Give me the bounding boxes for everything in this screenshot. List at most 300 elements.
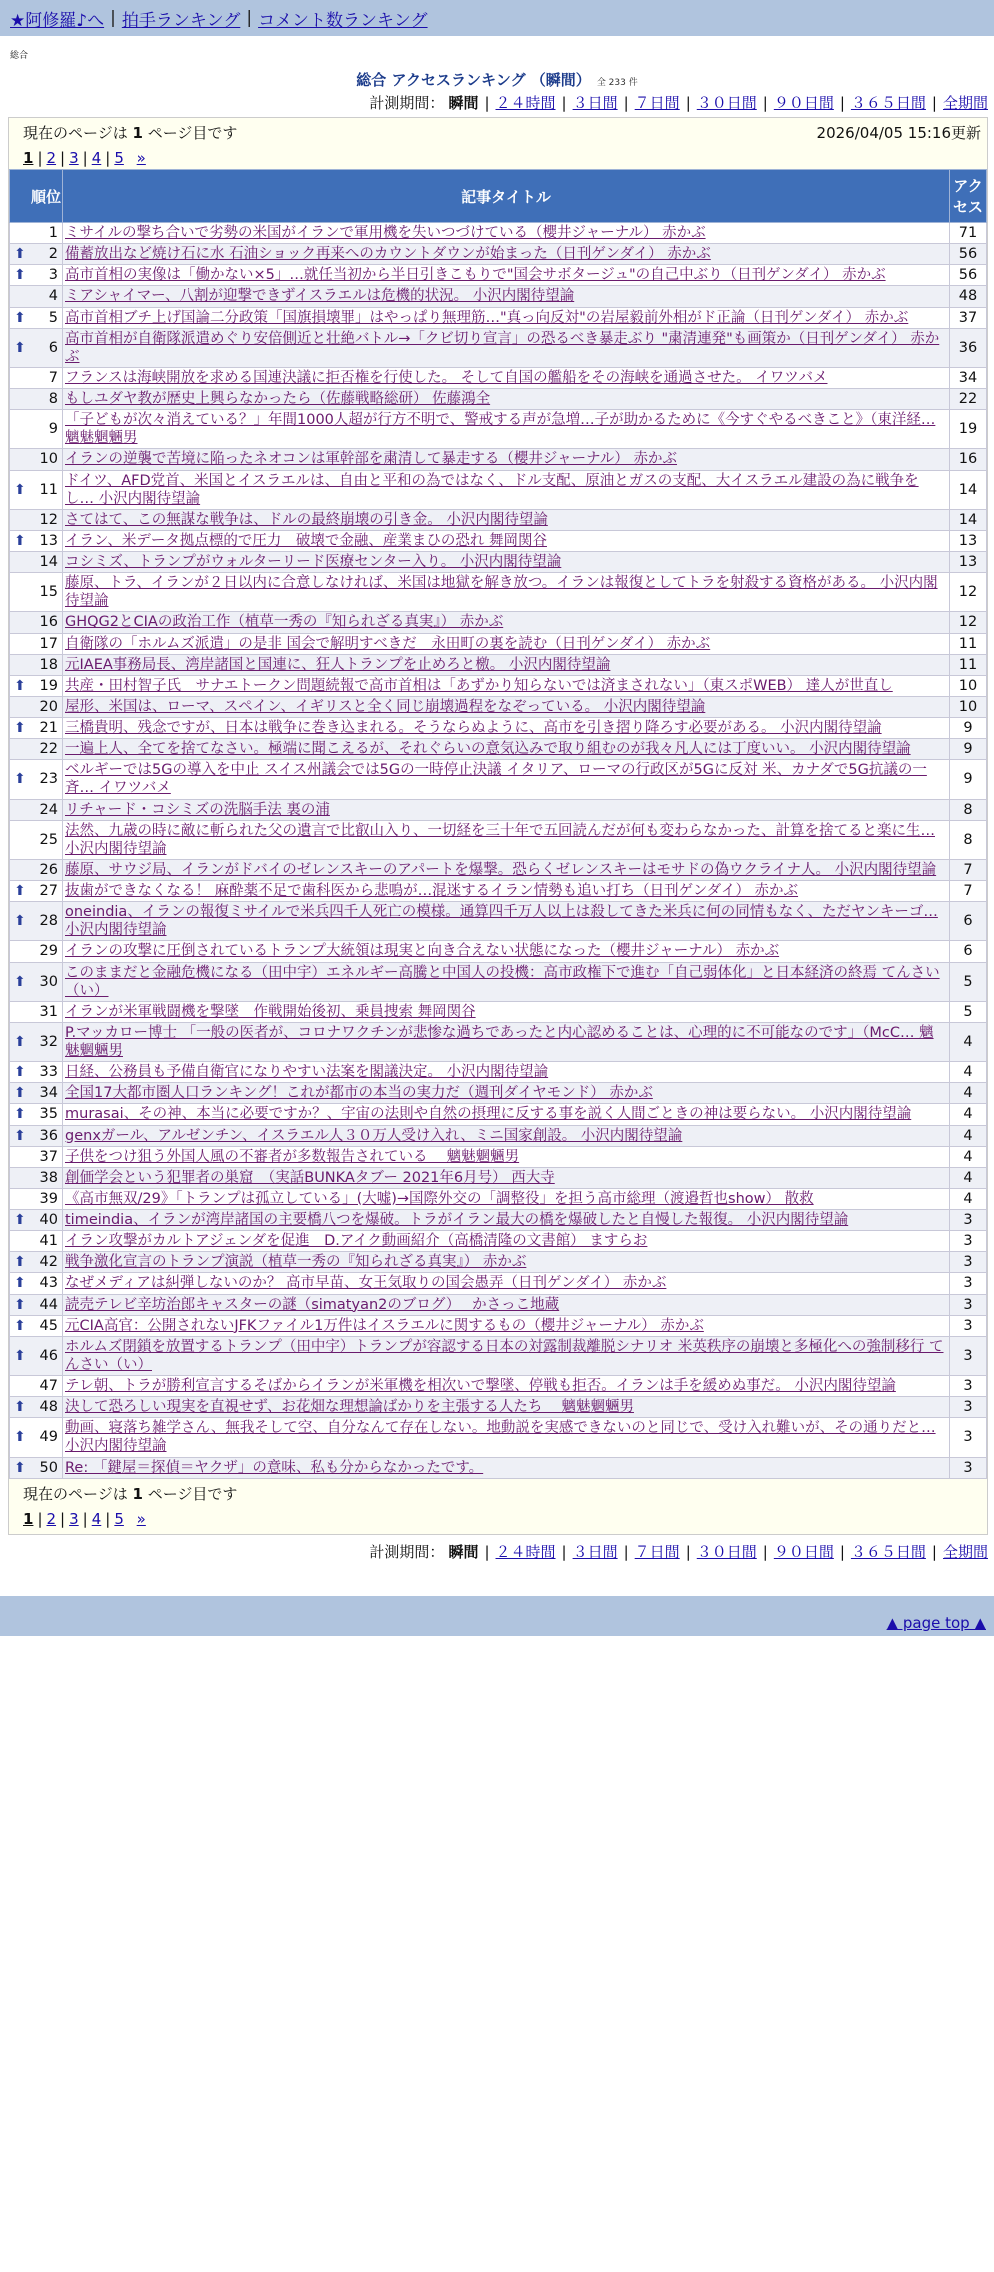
up-arrow-icon: ⬆ bbox=[14, 1459, 26, 1476]
rank-cell bbox=[10, 718, 63, 739]
rank-cell bbox=[10, 1083, 63, 1104]
table-row bbox=[10, 902, 987, 941]
access-count: 6 bbox=[950, 902, 987, 941]
rank-cell bbox=[10, 654, 63, 675]
rank-number: 29 bbox=[39, 943, 58, 960]
table-row bbox=[10, 633, 987, 654]
rank-number: 26 bbox=[39, 861, 58, 878]
title-cell bbox=[63, 223, 950, 244]
period-selector-bottom bbox=[0, 1541, 994, 1562]
period-link[interactable]: ３０日間 bbox=[696, 1542, 757, 1561]
rank-number: 23 bbox=[39, 771, 58, 788]
col-access-header: アクセス bbox=[950, 170, 987, 223]
table-row bbox=[10, 1315, 987, 1336]
rank-number: 18 bbox=[39, 656, 58, 673]
period-link[interactable]: 全期間 bbox=[942, 94, 988, 112]
title-cell bbox=[63, 470, 950, 509]
article-link[interactable]: 創価学会という犯罪者の巣窟 （実話BUNKAタブー 2021年6月号） 西大寺 bbox=[65, 1169, 555, 1186]
article-link[interactable]: 備蓄放出など焼け石に水 石油ショック再来へのカウントダウンが始まった（日刊ゲンダイ） 赤かぶ bbox=[65, 246, 711, 263]
access-count: 37 bbox=[950, 307, 987, 328]
period-link[interactable]: ７日間 bbox=[634, 94, 680, 112]
updated-time: 2026/04/05 15:16更新 bbox=[816, 124, 981, 142]
access-count: 56 bbox=[950, 244, 987, 265]
article-link[interactable]: 屋形、米国は、ローマ、スペイン、イギリスと全く同じ崩壊過程をなぞっている。 小沢内閣待望論 bbox=[65, 698, 706, 715]
page-separator: | bbox=[37, 1509, 43, 1528]
page-link[interactable]: 4 bbox=[91, 149, 102, 167]
up-arrow-icon: ⬆ bbox=[14, 309, 26, 326]
title-cell bbox=[63, 552, 950, 573]
title-cell bbox=[63, 265, 950, 286]
rank-cell bbox=[10, 1397, 63, 1418]
rank-cell bbox=[10, 612, 63, 633]
rank-number: 47 bbox=[39, 1378, 58, 1395]
table-row bbox=[10, 1083, 987, 1104]
page-separator: | bbox=[60, 1509, 66, 1528]
article-link[interactable]: 元IAEA事務局長、湾岸諸国と国連に、狂人トランプを止めろと檄。 小沢内閣待望論 bbox=[65, 656, 611, 673]
article-link[interactable]: 全国17大都市圏人口ランキング！これが都市の本当の実力だ（週刊ダイヤモンド） 赤かぶ bbox=[65, 1085, 653, 1102]
nav-separator: | bbox=[246, 8, 253, 28]
rank-number: 40 bbox=[39, 1212, 58, 1229]
table-row bbox=[10, 410, 987, 449]
up-arrow-icon: ⬆ bbox=[14, 677, 26, 694]
access-count: 3 bbox=[950, 1418, 987, 1457]
page-current: 1 bbox=[23, 1509, 34, 1528]
title-cell bbox=[63, 696, 950, 717]
article-link[interactable]: 自衛隊の「ホルムズ派遣」の是非 国会で解明すべきだ 永田町の裏を読む（日刊ゲンダイ） 赤かぶ bbox=[65, 635, 711, 652]
home-link[interactable]: ★阿修羅♪へ bbox=[10, 10, 105, 31]
access-count: 4 bbox=[950, 1062, 987, 1083]
rank-cell bbox=[10, 1188, 63, 1209]
article-link[interactable]: なぜメディアは糾弾しないのか？ 高市早苗、女王気取りの国会愚弄（日刊ゲンダイ） 赤かぶ bbox=[65, 1275, 667, 1292]
access-count: 3 bbox=[950, 1273, 987, 1294]
rank-cell bbox=[10, 696, 63, 717]
article-link[interactable]: さてはて、この無謀な戦争は、ドルの最終崩壊の引き金。 小沢内閣待望論 bbox=[65, 511, 548, 528]
period-separator: | bbox=[685, 1542, 691, 1561]
table-row bbox=[10, 1125, 987, 1146]
rank-number: 11 bbox=[39, 481, 58, 498]
article-link[interactable]: フランスは海峡開放を求める国連決議に拒否権を行使した。 そして自国の艦船をその海峡を通過させた。 イワツバメ bbox=[65, 369, 828, 386]
rank-number: 9 bbox=[48, 421, 58, 438]
rank-cell bbox=[10, 307, 63, 328]
rank-number: 2 bbox=[48, 246, 58, 263]
table-row bbox=[10, 1167, 987, 1188]
period-separator: | bbox=[561, 1542, 567, 1561]
period-link[interactable]: ９０日間 bbox=[773, 1542, 834, 1561]
article-link[interactable]: genxガール、アルゼンチン、イスラエル人３０万人受け入れ、ミニ国家創設。 小沢内閣待望論 bbox=[65, 1127, 683, 1144]
rank-cell bbox=[10, 902, 63, 941]
article-link[interactable]: GHQG2とCIAの政治工作（植草一秀の『知られざる真実』） 赤かぶ bbox=[65, 614, 504, 631]
access-count: 6 bbox=[950, 941, 987, 962]
period-link[interactable]: ３０日間 bbox=[696, 94, 757, 112]
access-count: 3 bbox=[950, 1397, 987, 1418]
table-row bbox=[10, 1418, 987, 1457]
rank-number: 49 bbox=[39, 1429, 58, 1446]
period-link[interactable]: ７日間 bbox=[634, 1542, 680, 1561]
rank-cell bbox=[10, 881, 63, 902]
article-link[interactable]: 決して恐ろしい現実を直視せず、お花畑な理想論ばかりを主張する人たち 魑魅魍魎男 bbox=[65, 1399, 634, 1416]
period-link[interactable]: ３６５日間 bbox=[850, 94, 926, 112]
article-link[interactable]: murasai、その神、本当に必要ですか？、宇宙の法則や自然の摂理に反する事を説く人間ごときの神は要らない。 小沢内閣待望論 bbox=[65, 1106, 912, 1123]
article-link[interactable]: 子供をつけ狙う外国人風の不審者が多数報告されている 魑魅魍魎男 bbox=[65, 1148, 520, 1165]
rank-cell bbox=[10, 1167, 63, 1188]
next-page-link[interactable]: » bbox=[136, 1509, 146, 1528]
article-link[interactable]: コシミズ、トランプがウォルターリード医療センター入り。 小沢内閣待望論 bbox=[65, 554, 562, 570]
article-link[interactable]: 読売テレビ辛坊治郎キャスターの謎（simatyan2のブログ） かさっこ地蔵 bbox=[65, 1296, 560, 1313]
ranking-container bbox=[8, 117, 988, 1535]
table-row bbox=[10, 739, 987, 760]
article-link[interactable]: 三橋貴明、残念ですが、日本は戦争に巻き込まれる。そうならぬように、高市を引き摺り降ろす必要がある。 小沢内閣待望論 bbox=[65, 720, 882, 736]
rank-cell bbox=[10, 1146, 63, 1167]
title-cell bbox=[63, 1418, 950, 1457]
title-cell bbox=[63, 1231, 950, 1252]
rank-number: 35 bbox=[39, 1106, 58, 1123]
period-separator: | bbox=[839, 1542, 845, 1561]
title-cell bbox=[63, 1001, 950, 1022]
rank-cell bbox=[10, 633, 63, 654]
rank-number: 46 bbox=[39, 1347, 58, 1364]
up-arrow-icon: ⬆ bbox=[14, 1212, 26, 1229]
up-arrow-icon: ⬆ bbox=[14, 1106, 26, 1123]
comment-ranking-link[interactable]: コメント数ランキング bbox=[258, 10, 428, 31]
table-row bbox=[10, 389, 987, 410]
rank-cell bbox=[10, 1062, 63, 1083]
rank-number: 41 bbox=[39, 1233, 58, 1250]
title-cell bbox=[63, 573, 950, 612]
article-link[interactable]: 「子どもが次々消えている？」年間1000人超が行方不明で、警戒する声が急増…子が助かるために《今すぐやるべきこと》（東洋経… 魑魅魍魎男 bbox=[65, 412, 936, 447]
title-cell bbox=[63, 633, 950, 654]
period-separator: | bbox=[762, 1542, 768, 1561]
access-count: 7 bbox=[950, 859, 987, 880]
table-row bbox=[10, 1336, 987, 1375]
access-count: 8 bbox=[950, 799, 987, 820]
article-link[interactable]: 高市首相の実像は「働かない×5」…就任当初から半日引きこもりで"国会サボタージュ"の自己中ぶり（日刊ゲンダイ） 赤かぶ bbox=[65, 267, 886, 284]
period-link[interactable]: ３日間 bbox=[572, 1542, 618, 1561]
article-link[interactable]: ドイツ、AFD党首、米国とイスラエルは、自由と平和の為ではなく、ドル支配、原油とガスの支配、大イスラエル建設の為に戦争をし… 小沢内閣待望論 bbox=[65, 472, 919, 507]
title-cell bbox=[63, 449, 950, 470]
rank-number: 1 bbox=[48, 225, 58, 242]
access-count: 4 bbox=[950, 1083, 987, 1104]
table-row bbox=[10, 509, 987, 530]
title-cell bbox=[63, 859, 950, 880]
access-count: 12 bbox=[950, 573, 987, 612]
rank-cell bbox=[10, 530, 63, 551]
title-cell bbox=[63, 1167, 950, 1188]
table-row bbox=[10, 1104, 987, 1125]
access-count: 3 bbox=[950, 1315, 987, 1336]
table-row bbox=[10, 1146, 987, 1167]
rank-cell bbox=[10, 1315, 63, 1336]
article-link[interactable]: 藤原、サウジ局、イランがドバイのゼレンスキーのアパートを爆撃。恐らくゼレンスキーはモサドの偽ウクライナ人。 小沢内閣待望論 bbox=[65, 861, 937, 878]
access-count: 5 bbox=[950, 1001, 987, 1022]
access-count: 16 bbox=[950, 449, 987, 470]
title-cell bbox=[63, 1083, 950, 1104]
rank-number: 19 bbox=[39, 677, 58, 694]
rank-number: 44 bbox=[39, 1296, 58, 1313]
access-count: 56 bbox=[950, 265, 987, 286]
period-separator: | bbox=[685, 94, 691, 112]
title-cell bbox=[63, 612, 950, 633]
rank-cell bbox=[10, 675, 63, 696]
article-link[interactable]: イランの逆襲で苦境に陥ったネオコンは軍幹部を粛清して暴走する（櫻井ジャーナル） 赤かぶ bbox=[65, 451, 678, 468]
rank-number: 17 bbox=[39, 635, 58, 652]
title-cell bbox=[63, 760, 950, 799]
table-row bbox=[10, 328, 987, 367]
title-cell bbox=[63, 1210, 950, 1231]
access-count: 3 bbox=[950, 1376, 987, 1397]
rank-number: 43 bbox=[39, 1275, 58, 1292]
rank-cell bbox=[10, 1457, 63, 1478]
title-cell bbox=[63, 902, 950, 941]
article-link[interactable]: ホルムズ閉鎖を放置するトランプ（田中宇）トランプが容認する日本の対露制裁離脱シナリオ 米英秩序の崩壊と多極化への強制移行 てんさい（い） bbox=[65, 1338, 944, 1373]
rank-number: 24 bbox=[39, 801, 58, 818]
table-row bbox=[10, 820, 987, 859]
period-separator: | bbox=[839, 94, 845, 112]
up-arrow-icon: ⬆ bbox=[14, 1034, 26, 1050]
rank-cell bbox=[10, 410, 63, 449]
rank-cell bbox=[10, 1294, 63, 1315]
rank-number: 20 bbox=[39, 698, 58, 715]
table-row bbox=[10, 367, 987, 388]
title-cell bbox=[63, 244, 950, 265]
table-row bbox=[10, 1188, 987, 1209]
clap-ranking-link[interactable]: 拍手ランキング bbox=[121, 10, 241, 31]
page-link[interactable]: 3 bbox=[69, 149, 79, 167]
up-arrow-icon: ⬆ bbox=[14, 1254, 26, 1271]
access-count: 22 bbox=[950, 389, 987, 410]
article-link[interactable]: イランの攻撃に圧倒されているトランプ大統領は現実と向き合えない状態になった（櫻井ジャーナル） 赤かぶ bbox=[65, 943, 780, 960]
up-arrow-icon: ⬆ bbox=[14, 1347, 26, 1364]
period-separator: | bbox=[484, 1542, 490, 1561]
period-link[interactable]: ３６５日間 bbox=[850, 1542, 926, 1561]
access-count: 3 bbox=[950, 1231, 987, 1252]
page-separator: | bbox=[82, 149, 88, 167]
rank-cell bbox=[10, 286, 63, 307]
period-label: 計測期間： bbox=[369, 1542, 445, 1561]
page-link[interactable]: 4 bbox=[91, 1509, 102, 1528]
table-row bbox=[10, 760, 987, 799]
title-cell bbox=[63, 1252, 950, 1273]
page-link[interactable]: 3 bbox=[69, 1509, 79, 1528]
rank-cell bbox=[10, 1125, 63, 1146]
article-link[interactable]: 法然、九歳の時に敵に斬られた父の遺言で比叡山入り、一切経を三十年で五回読んだが何も変わらなかった、計算を捨てると楽に生… 小沢内閣待望論 bbox=[65, 822, 935, 857]
period-separator: | bbox=[762, 94, 768, 112]
page-top-link[interactable]: ▲ page top ▲ bbox=[886, 1613, 986, 1632]
article-link[interactable]: ミアシャイマー、八割が迎撃できずイスラエルは危機的状況。 小沢内閣待望論 bbox=[65, 288, 575, 305]
up-arrow-icon: ⬆ bbox=[14, 246, 26, 263]
access-count: 14 bbox=[950, 470, 987, 509]
rank-cell bbox=[10, 1336, 63, 1375]
paging-top bbox=[9, 118, 987, 169]
rank-cell bbox=[10, 265, 63, 286]
table-row bbox=[10, 612, 987, 633]
article-link[interactable]: 動画、寝落ち雑学さん、無我そして空、自分なんて存在しない。地動説を実感できないのと同じで、受け入れ難いが、その通りだと… 小沢内閣待望論 bbox=[65, 1420, 936, 1455]
up-arrow-icon: ⬆ bbox=[14, 1085, 26, 1102]
title-cell bbox=[63, 1125, 950, 1146]
rank-cell bbox=[10, 1022, 63, 1061]
article-link[interactable]: テレ朝、トラが勝利宣言するそばからイランが米軍機を相次いで撃墜、停戦も拒否。イランは手を緩めぬ事だ。 小沢内閣待望論 bbox=[65, 1378, 896, 1394]
rank-number: 4 bbox=[48, 288, 58, 305]
page-link[interactable]: 2 bbox=[46, 1509, 57, 1528]
rank-number: 42 bbox=[39, 1254, 58, 1271]
article-link[interactable]: もしユダヤ教が歴史上興らなかったら（佐藤戦略総研） 佐藤鴻全 bbox=[65, 391, 491, 407]
period-separator: | bbox=[931, 1542, 937, 1561]
page-title bbox=[0, 69, 994, 90]
rank-number: 14 bbox=[39, 554, 58, 571]
rank-cell bbox=[10, 1376, 63, 1397]
article-link[interactable]: リチャード・コシミズの洗脳手法 裏の浦 bbox=[65, 801, 330, 818]
rank-number: 27 bbox=[39, 883, 58, 900]
table-row bbox=[10, 718, 987, 739]
article-link[interactable]: 元CIA高官：公開されないJFKファイル1万件はイスラエルに関するもの（櫻井ジャーナル） 赤かぶ bbox=[65, 1317, 704, 1334]
table-row bbox=[10, 1294, 987, 1315]
table-row bbox=[10, 1001, 987, 1022]
article-link[interactable]: 《高市無双/29》「トランプは孤立している」(大嘘)→国際外交の「調整役」を担う高市総理（渡邉哲也show） 散救 bbox=[65, 1190, 814, 1207]
title-cell bbox=[63, 881, 950, 902]
rank-number: 10 bbox=[39, 451, 58, 468]
up-arrow-icon: ⬆ bbox=[14, 1127, 26, 1144]
article-link[interactable]: 一遍上人、全てを捨てなさい。極端に聞こえるが、それぐらいの意気込みで取り組むのが我々凡人には丁度いい。 小沢内閣待望論 bbox=[65, 741, 911, 758]
rank-cell bbox=[10, 941, 63, 962]
rank-cell bbox=[10, 1252, 63, 1273]
rank-cell bbox=[10, 552, 63, 573]
rank-number: 13 bbox=[39, 532, 58, 549]
table-row bbox=[10, 941, 987, 962]
rank-cell bbox=[10, 223, 63, 244]
pagination bbox=[23, 149, 981, 167]
title-cell bbox=[63, 718, 950, 739]
article-link[interactable]: このままだと金融危機になる（田中宇）エネルギー高騰と中国人の投機：高市政権下で進む「自己弱体化」と日本経済の終焉 てんさい（い） bbox=[65, 964, 940, 999]
footer-bar bbox=[0, 1596, 994, 1636]
ranking-title: 総合 アクセスランキング （瞬間） bbox=[356, 71, 591, 89]
rank-cell bbox=[10, 470, 63, 509]
access-count: 9 bbox=[950, 760, 987, 799]
rank-number: 34 bbox=[39, 1085, 58, 1102]
article-link[interactable]: Re: 「鍵屋＝探偵＝ヤクザ」の意味、私も分からなかったです。 bbox=[65, 1459, 484, 1476]
page-link[interactable]: 2 bbox=[46, 149, 57, 167]
access-count: 12 bbox=[950, 612, 987, 633]
article-link[interactable]: 共産・田村智子氏 サナエトークン問題続報で高市首相は「あずかり知らないでは済まされない」（東スポWEB） 達人が世直し bbox=[65, 677, 893, 694]
rank-number: 37 bbox=[39, 1148, 58, 1165]
period-current: 瞬間 bbox=[448, 94, 479, 112]
article-link[interactable]: イラン攻撃がカルトアジェンダを促進 D.アイク動画紹介（高橋清隆の文書館） ますらお bbox=[65, 1233, 648, 1250]
ranking-table bbox=[9, 169, 987, 1479]
article-link[interactable]: 高市首相が自衛隊派遣めぐり安倍側近と壮絶バトル→「クビ切り宣言」の恐るべき暴走ぶり "粛清連発"も画策か（日刊ゲンダイ） 赤かぶ bbox=[65, 330, 940, 365]
title-cell bbox=[63, 509, 950, 530]
up-arrow-icon: ⬆ bbox=[14, 973, 26, 990]
article-link[interactable]: ミサイルの撃ち合いで劣勢の米国がイランで軍用機を失いつづけている（櫻井ジャーナル） 赤かぶ bbox=[65, 225, 706, 241]
article-link[interactable]: oneindia、イランの報復ミサイルで米兵四千人死亡の模様。通算四千万人以上は殺してきた米兵に何の同情もなく、ただヤンキーゴ… 小沢内閣待望論 bbox=[65, 904, 938, 939]
page-link[interactable]: 5 bbox=[114, 1509, 124, 1528]
period-selector-top bbox=[0, 92, 994, 113]
rank-number: 15 bbox=[39, 584, 58, 601]
article-link[interactable]: 藤原、トラ、イランが２日以内に合意しなければ、米国は地獄を解き放つ。イランは報復としてトラを射殺する資格がある。 小沢内閣待望論 bbox=[65, 575, 938, 610]
up-arrow-icon: ⬆ bbox=[14, 883, 26, 900]
rank-number: 22 bbox=[39, 741, 58, 758]
access-count: 19 bbox=[950, 410, 987, 449]
access-count: 11 bbox=[950, 654, 987, 675]
table-row bbox=[10, 654, 987, 675]
title-cell bbox=[63, 962, 950, 1001]
rank-number: 28 bbox=[39, 913, 58, 930]
up-arrow-icon: ⬆ bbox=[14, 1275, 26, 1292]
table-row bbox=[10, 1210, 987, 1231]
page-status: 現在のページは 1 ページ目です bbox=[23, 124, 238, 142]
access-count: 10 bbox=[950, 696, 987, 717]
up-arrow-icon: ⬆ bbox=[14, 720, 26, 737]
period-separator: | bbox=[623, 94, 629, 112]
up-arrow-icon: ⬆ bbox=[14, 1399, 26, 1416]
rank-cell bbox=[10, 760, 63, 799]
period-link[interactable]: ２４時間 bbox=[495, 1542, 556, 1561]
access-count: 8 bbox=[950, 820, 987, 859]
access-count: 4 bbox=[950, 1146, 987, 1167]
access-count: 9 bbox=[950, 718, 987, 739]
article-link[interactable]: P.マッカロー博士 「一般の医者が、コロナワクチンが悲惨な過ちであったと内心認めることは、心理的に不可能なのです」（McC… 魑魅魍魎男 bbox=[65, 1024, 934, 1059]
page-separator: | bbox=[105, 149, 111, 167]
rank-number: 48 bbox=[39, 1399, 58, 1416]
rank-cell bbox=[10, 799, 63, 820]
article-link[interactable]: 戦争激化宣言のトランプ演説（植草一秀の『知られざる真実』） 赤かぶ bbox=[65, 1254, 527, 1271]
access-count: 36 bbox=[950, 328, 987, 367]
table-row bbox=[10, 1022, 987, 1061]
pagination bbox=[23, 1510, 981, 1528]
rank-cell bbox=[10, 573, 63, 612]
rank-number: 6 bbox=[48, 339, 58, 356]
title-cell bbox=[63, 675, 950, 696]
rank-cell bbox=[10, 1001, 63, 1022]
access-count: 10 bbox=[950, 675, 987, 696]
title-cell bbox=[63, 286, 950, 307]
rank-number: 21 bbox=[39, 720, 58, 737]
table-row bbox=[10, 1273, 987, 1294]
title-cell bbox=[63, 799, 950, 820]
title-cell bbox=[63, 1104, 950, 1125]
rank-number: 45 bbox=[39, 1317, 58, 1334]
period-link[interactable]: ２４時間 bbox=[495, 94, 556, 112]
title-cell bbox=[63, 1376, 950, 1397]
access-count: 13 bbox=[950, 552, 987, 573]
period-link[interactable]: 全期間 bbox=[942, 1542, 988, 1561]
title-cell bbox=[63, 941, 950, 962]
article-link[interactable]: 高市首相ブチ上げ国論二分政策「国旗損壊罪」はやっぱり無理筋…"真っ向反対"の岩屋毅前外相がド正論（日刊ゲンダイ） 赤かぶ bbox=[65, 309, 909, 326]
article-link[interactable]: 日経、公務員も予備自衛官になりやすい法案を閣議決定。 小沢内閣待望論 bbox=[65, 1064, 549, 1081]
page-link[interactable]: 5 bbox=[114, 149, 124, 167]
article-link[interactable]: timeindia、イランが湾岸諸国の主要橋八つを爆破。トラがイラン最大の橋を爆破したと自慢した報復。 小沢内閣待望論 bbox=[65, 1212, 849, 1228]
period-link[interactable]: ９０日間 bbox=[773, 94, 834, 112]
table-row bbox=[10, 1062, 987, 1083]
period-separator: | bbox=[484, 94, 490, 112]
top-nav bbox=[0, 0, 994, 36]
title-cell bbox=[63, 367, 950, 388]
access-count: 4 bbox=[950, 1104, 987, 1125]
period-link[interactable]: ３日間 bbox=[572, 94, 618, 112]
article-link[interactable]: 抜歯ができなくなる！ 麻酔薬不足で歯科医から悲鳴が…混迷するイラン情勢も追い打ち（日刊ゲンダイ） 赤かぶ bbox=[65, 883, 799, 899]
next-page-link[interactable]: » bbox=[136, 149, 146, 167]
article-link[interactable]: イランが米軍戦闘機を撃墜 作戦開始後初、乗員捜索 舞岡関谷 bbox=[65, 1003, 476, 1020]
access-count: 5 bbox=[950, 962, 987, 1001]
access-count: 34 bbox=[950, 367, 987, 388]
col-rank-header: 順位 bbox=[10, 170, 63, 223]
rank-number: 16 bbox=[39, 614, 58, 631]
up-arrow-icon: ⬆ bbox=[14, 771, 26, 788]
table-row bbox=[10, 449, 987, 470]
title-cell bbox=[63, 1146, 950, 1167]
up-arrow-icon: ⬆ bbox=[14, 913, 26, 930]
table-row bbox=[10, 244, 987, 265]
access-count: 11 bbox=[950, 633, 987, 654]
article-link[interactable]: イラン、米データ拠点標的で圧力 破壊で金融、産業まひの恐れ 舞岡関谷 bbox=[65, 532, 547, 549]
article-link[interactable]: ベルギーでは5Gの導入を中止 スイス州議会では5Gの一時停止決議 イタリア、ローマの行政区が5Gに反対 米、カナダで5G抗議の一斉… イワツバメ bbox=[65, 762, 927, 797]
